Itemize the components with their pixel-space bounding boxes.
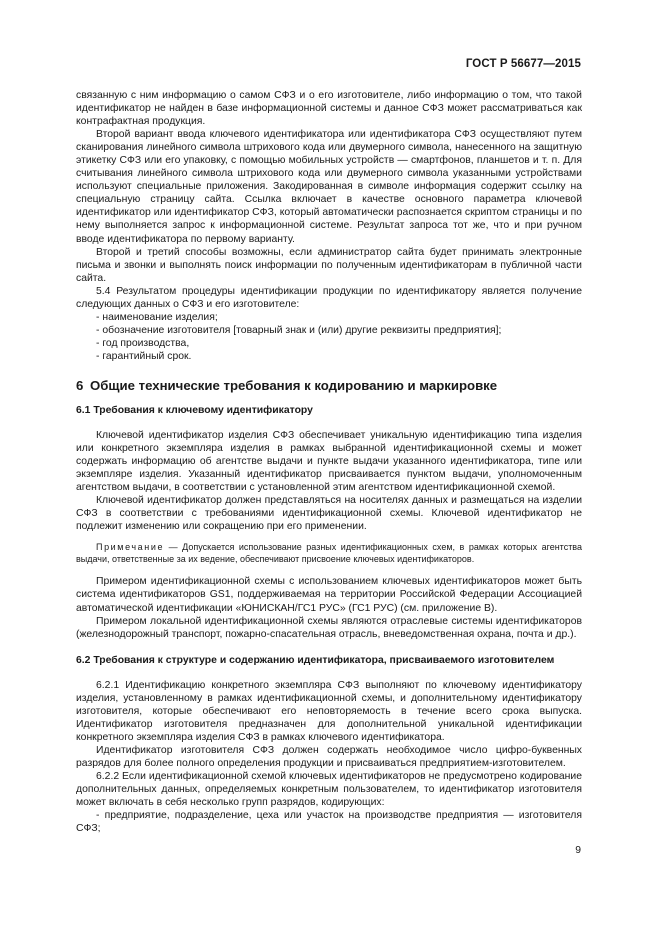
subsection-6-2-heading: 6.2 Требования к структуре и содержанию идентификатора, присваиваемого изготовителем: [76, 654, 555, 666]
note-text: — Допускается использование разных идентификационных схем, в рамках которых агентства выдачи, ответственные за их ведение, обеспечивают присвоение ключевых идентификаторов.: [76, 542, 582, 565]
list-item: - год производства,: [96, 337, 190, 349]
section-6-heading: [76, 378, 582, 394]
paragraph: Второй и третий способы возможны, если администратор сайта будет принимать электронные письма и звонки и выполнять поиск информации по полученным идентификаторам в публичной части сайта.: [76, 246, 582, 284]
clause-5-4: 5.4 Результатом процедуры идентификации продукции по идентификатору является получение следующих данных о СФЗ и его изготовителе:: [76, 285, 582, 310]
paragraph: связанную с ним информацию о самом СФЗ и о его изготовителе, либо информацию о том, что такой идентификатор не найден в базе информационной системы и данное СФЗ может рассматриваться как контрафактная продукция.: [76, 90, 582, 128]
page-number: 9: [575, 845, 581, 856]
paragraph: Примером локальной идентификационной схемы являются отраслевые системы идентификаторов (железнодорожный транспорт, пожарно-спасательная отрасль, вневедомственная охрана, почта и др.).: [76, 615, 582, 640]
section-number: 6: [76, 377, 84, 393]
list-item: - предприятие, подразделение, цеха или участок на производстве предприятия — изготовителя СФЗ;: [76, 810, 582, 835]
paragraph: Примером идентификационной схемы с использованием ключевых идентификаторов может быть система идентификаторов GS1, поддерживаемая на территории Российской Федерации Ассоциацией автоматической идентификации «ЮНИСКАН/ГС1 РУС» (ГС1 РУС) (см. приложение В).: [76, 576, 582, 614]
list-item: - наименование изделия;: [96, 311, 218, 323]
list-item: - гарантийный срок.: [96, 350, 192, 362]
paragraph: Второй вариант ввода ключевого идентификатора или идентификатора СФЗ осуществляют путем сканирования линейного символа штрихового кода или двумерного символа, нанесенного на защитную этикетку СФЗ или его упаковку, с помощью мобильных устройств — смартфонов, планшетов и т. п. Для считывания линейного символа штрихового кода или двумерного символа указанными устройствами используют специальные приложения. Закодированная в символе информация содержит ссылку на специальную страницу сайта. Ссылка включает в качестве основного параметра ключевой идентификатор или идентификатор СФЗ, который автоматически распознается скриптом страницы и по нему выполняется запрос к информационной системе. Результат запроса тот же, что и при ручном вводе идентификатора по первому варианту.: [76, 129, 582, 245]
note: [76, 541, 582, 565]
paragraph: Ключевой идентификатор изделия СФЗ обеспечивает уникальную идентификацию типа изделия или конкретного экземпляра изделия в рамках выбранной идентификационной схемы и может содержать информацию об агентстве выдачи и пункте выдачи указанного идентификатора, типе или экземпляре изделия. Указанный идентификатор присваивается пунктом выдачи, уполномоченным агентством выдачи, в соответствии с установленной этим агентством идентификационной схемой.: [76, 430, 582, 494]
subsection-6-1-heading: 6.1 Требования к ключевому идентификатору: [76, 404, 313, 416]
document-standard-id: ГОСТ Р 56677—2015: [465, 58, 581, 70]
paragraph: Идентификатор изготовителя СФЗ должен содержать необходимое число цифро-буквенных разрядов для более полного определения продукции и присваиваться предприятием-изготовителем.: [76, 744, 582, 769]
clause-6-2-2: 6.2.2 Если идентификационной схемой ключевых идентификаторов не предусмотрено кодирование дополнительных данных, определяемых конкретным пользователем, то идентификатор изготовителя может включать в себя несколько групп разрядов, кодирующих:: [76, 771, 582, 809]
clause-6-2-1: 6.2.1 Идентификацию конкретного экземпляра СФЗ выполняют по ключевому идентификатору изделия, установленному в рамках идентификационной схемы, и дополнительному идентификатору изготовителя, которые обеспечивают его неповторяемость в течение всего срока выпуска. Идентификатор изготовителя предназначен для дополнительной уникальной идентификации конкретного экземпляра изделия СФЗ в рамках ключевого идентификатора.: [76, 679, 582, 743]
section-title: Общие технические требования к кодированию и маркировке: [90, 377, 498, 393]
list-item: - обозначение изготовителя [товарный знак и (или) другие реквизиты предприятия];: [96, 324, 502, 336]
document-body: [76, 89, 582, 835]
paragraph: Ключевой идентификатор должен представляться на носителях данных и размещаться на изделии СФЗ в соответствии с требованиями идентификационной схемы. Ключевой идентификатор не подлежит изменению или сокращению при его применении.: [76, 495, 582, 533]
note-label: Примечание: [96, 542, 165, 553]
